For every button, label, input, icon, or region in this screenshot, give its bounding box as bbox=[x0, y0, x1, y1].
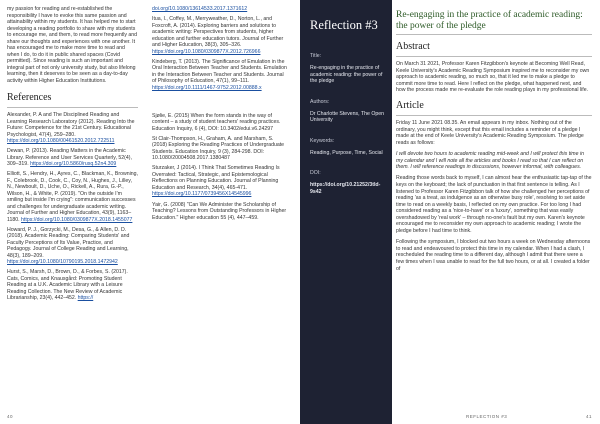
reference-item bbox=[152, 136, 288, 162]
abstract-heading: Abstract bbox=[396, 41, 592, 57]
reference-link[interactable]: https://doi.org/10.5860/rusq.52n4.309 bbox=[30, 161, 117, 168]
reference-text: Dewan, P. (2013). Reading Matters in the Academic Library. Reference and User Services Quarterly, 52(4), 309–319. bbox=[7, 148, 132, 168]
reference-item bbox=[7, 171, 138, 223]
article-title: Re-engaging in the practice of academic reading: the power of the pledge bbox=[396, 10, 592, 35]
reference-link[interactable]: doi.org/10.1080/13614533.2017.1371612 bbox=[152, 6, 248, 12]
reference-item bbox=[152, 59, 288, 92]
references-list-col2-bottom bbox=[152, 113, 288, 221]
reference-text: Hurst, S., Marsh, D., Brown, D., & Forbes, S. (2017). Cats, Comics, and Knausgård: Promoting Student Reading at a U.K. Academic Library with a Leisure Reading Collection. The New Review of Academic Librarianship, 23(4), 442–452. bbox=[7, 269, 128, 302]
title-value: Re-engaging in the practice of academic reading: the power of the pledge bbox=[310, 65, 383, 84]
reference-link[interactable]: https://doi.org/10.1080/0309877X.2012.726966 bbox=[152, 48, 261, 55]
article-paragraph-1: Friday 11 June 2021 08.35. An email appears in my inbox. Nothing out of the ordinary, you might think, except that this email includes a reminder of a pledge I made at the end of Keele University's Academic Reading Symposium. The pledge reads as follows: bbox=[396, 119, 584, 146]
left-column-2 bbox=[152, 6, 288, 225]
right-page-running-head: REFLECTION #3 bbox=[466, 414, 508, 419]
reference-link[interactable]: https:// bbox=[77, 295, 94, 302]
column-gap bbox=[152, 95, 288, 113]
keywords-value: Reading, Purpose, Time, Social bbox=[310, 149, 383, 156]
reflection-sidebar bbox=[300, 0, 392, 424]
reference-item bbox=[7, 112, 138, 145]
reference-link[interactable]: https://doi.org/10.1080/00461520.2012.722511 bbox=[7, 138, 115, 144]
references-list-col2-top bbox=[152, 6, 288, 91]
references-heading: References bbox=[7, 92, 138, 108]
authors-label: Authors: bbox=[310, 98, 330, 105]
reference-text: Howard, P. J., Gorzycki, M., Desa, G., & Allen, D. D. (2018). Academic Reading: Comparing Students' and Faculty Perceptions of Its Value, Practice, and Pedagogy. Journal of College Reading and Learning, 48(3), 189–209. bbox=[7, 226, 130, 259]
doi-label: DOI: bbox=[310, 170, 321, 176]
reference-link[interactable]: https://doi.org/10.1177/0739456X14545996 bbox=[152, 191, 252, 198]
left-page-number: 40 bbox=[7, 414, 14, 419]
reference-text: Itua, I., Coffey, M., Merryweather, D., Norton, L., and Foxcroft, A. (2014). Exploring barriers and solutions to academic writing: Perspectives from students, higher education and further education tutors. Journal of Further and Higher Education, 38(3), 305–326. bbox=[152, 16, 284, 49]
reference-item bbox=[152, 113, 288, 133]
article-paragraph-2: Reading those words back to myself, I can almost hear the enthusiastic tap-tap of the keys on the keyboard; the lack of punctuation in that first sentence is telling. As I listened to Professor Karen Fitzgibbon talk of how she challenged her perceptions of reading 'as a treat, as indulgence as an otherwise busy role', resolving to set aside time to read on a weekly basis, I reflected on my own practice. For too long I had considered reading as a 'nice-to-have' or a 'luxury', something that was easily overshadowed by 'real work' – through no-one's fault but my own. Karen's keynote encouraged me to reconsider my own approach to academic reading; I wrote the pledge before I had time to think. bbox=[396, 175, 592, 235]
reference-text: Alexander, P. A and The Disciplined Reading and Learning Research Laboratory (2012). Reading Into the Future: Competence for the 21st Century. Educational Psychologist, 47(4), 259–280. bbox=[7, 112, 135, 138]
right-page-number: 41 bbox=[586, 414, 593, 419]
sidebar-title: Reflection #3 bbox=[310, 18, 378, 32]
reference-item bbox=[7, 227, 138, 266]
abstract-text: On March 31 2021, Professor Karen Fitzgibbon's keynote at Becoming Well Read, Keele University's Academic Reading Symposium inspired me to reconsider my own approach to academic reading, so much so, that it led me to make a pledge to commit more time to read. Here I reflect on the pledge, what happened next, and how the process made me re-evaluate the role reading plays in my professional life. bbox=[396, 61, 590, 94]
references-list-col1 bbox=[7, 112, 138, 302]
reference-text: St Clair-Thompson, H., Graham, A. and Marsham, S. (2018) Exploring the Reading Practices of Undergraduate Students. Education Inquiry, 9 (3), 284-298. DOI: 10.1080/20004508.2017.1380487 bbox=[152, 135, 285, 162]
reference-text: Yair, G. (2008) "Can We Administer the Scholarship of Teaching? Lessons from Outstanding Professors in Higher Education." Higher education 55 (4), 447–459. bbox=[152, 201, 287, 221]
left-column-1 bbox=[7, 6, 138, 305]
article-heading: Article bbox=[396, 100, 592, 116]
pledge-quote: I will devote two hours to academic reading mid-week and I will protect this time in my calendar and I will note all the articles and books I read so that I can reflect on them. I will reference readings in discussions, however informal, with colleagues. bbox=[396, 150, 584, 171]
reference-item bbox=[152, 6, 288, 13]
reference-item bbox=[152, 16, 288, 55]
reference-item bbox=[7, 269, 138, 302]
keywords-label: Keywords: bbox=[310, 137, 335, 144]
right-page-column bbox=[396, 6, 592, 277]
reference-text: Elliott, S., Hendry, H., Ayres, C., Blackman, K., Browning, F., Colebrook, D., Cook, C., Coy, N., Hughes, J., Lilley, N., Newboult, D., Uche, O., Rickell, A., Rura, G.-P., Wilson, H., & White, P. (2019). "On the outside I'm smiling but inside I'm crying": communication successes and challenges for undergraduate academic writing. Journal of Further and Higher Education, 43(9), 1163–1180. bbox=[7, 171, 138, 223]
reference-text: Sjølie, E. (2015) When the form stands in the way of content – a study of student teachers' reading practices. Education Inquiry, 6 (4), DOI: 10.3402/edui.v6.24297 bbox=[152, 112, 281, 132]
title-label: Title: bbox=[310, 53, 322, 59]
reference-item bbox=[152, 165, 288, 198]
intro-paragraph: my passion for reading and re-established the responsibility I have to evoke this same passion and attainability within my students. It has helped me to start developing a reading portfolio to share with my students to encourage me, and them, to read more frequently and share our thoughts and experiences with one another. It has encouraged me to make more time to read and when I do, to do it in public shared spaces (Covid permitted). Since reading is such an important and integral part of not only university study, but also lifelong learning, then it deserves to be seen as a day-to-day activity within Higher Education Institutions. bbox=[7, 6, 138, 84]
reference-item bbox=[7, 148, 138, 168]
article-paragraph-3: Following the symposium, I blocked out two hours a week on Wednesday afternoons to read and endeavoured to protect this time in my calendar. When I had a clash, I rescheduled the reading time to a different day, although I admit that there were a few times when I was unable to read for the full two hours, or at all. I created a folder of bbox=[396, 239, 591, 272]
reference-text: Kindeberg, T. (2013). The Significance of Emulation in the Oral Interaction Between Teacher and Students. Emulation in the Interaction Between Teacher and Students. Journal of Philosophy of Education, 47(1), 99–111. bbox=[152, 58, 287, 85]
reference-item bbox=[152, 202, 288, 222]
reference-text: Sturzaker, J (2014). I Think That Sometimes Reading Is Overrated: Tactical, Strategic, and Epistemological Reflections on Planning Education. Journal of Planning Education and Research, 34(4), 465-471. bbox=[152, 165, 280, 191]
doi-link[interactable]: https://doi.org/10.21252/3tld-9s42 bbox=[310, 182, 381, 195]
authors-value: Dr Charlotte Stevens, The Open University bbox=[310, 110, 385, 123]
reference-link[interactable]: https://doi.org/10.1080/0309877X.2018.1455077 bbox=[21, 216, 133, 223]
reference-link[interactable]: https://doi.org/10.1080/10790195.2018.1472942 bbox=[7, 259, 118, 266]
reference-link[interactable]: https://doi.org/10.1111/1467-9752.2012.00888.x bbox=[152, 84, 262, 91]
